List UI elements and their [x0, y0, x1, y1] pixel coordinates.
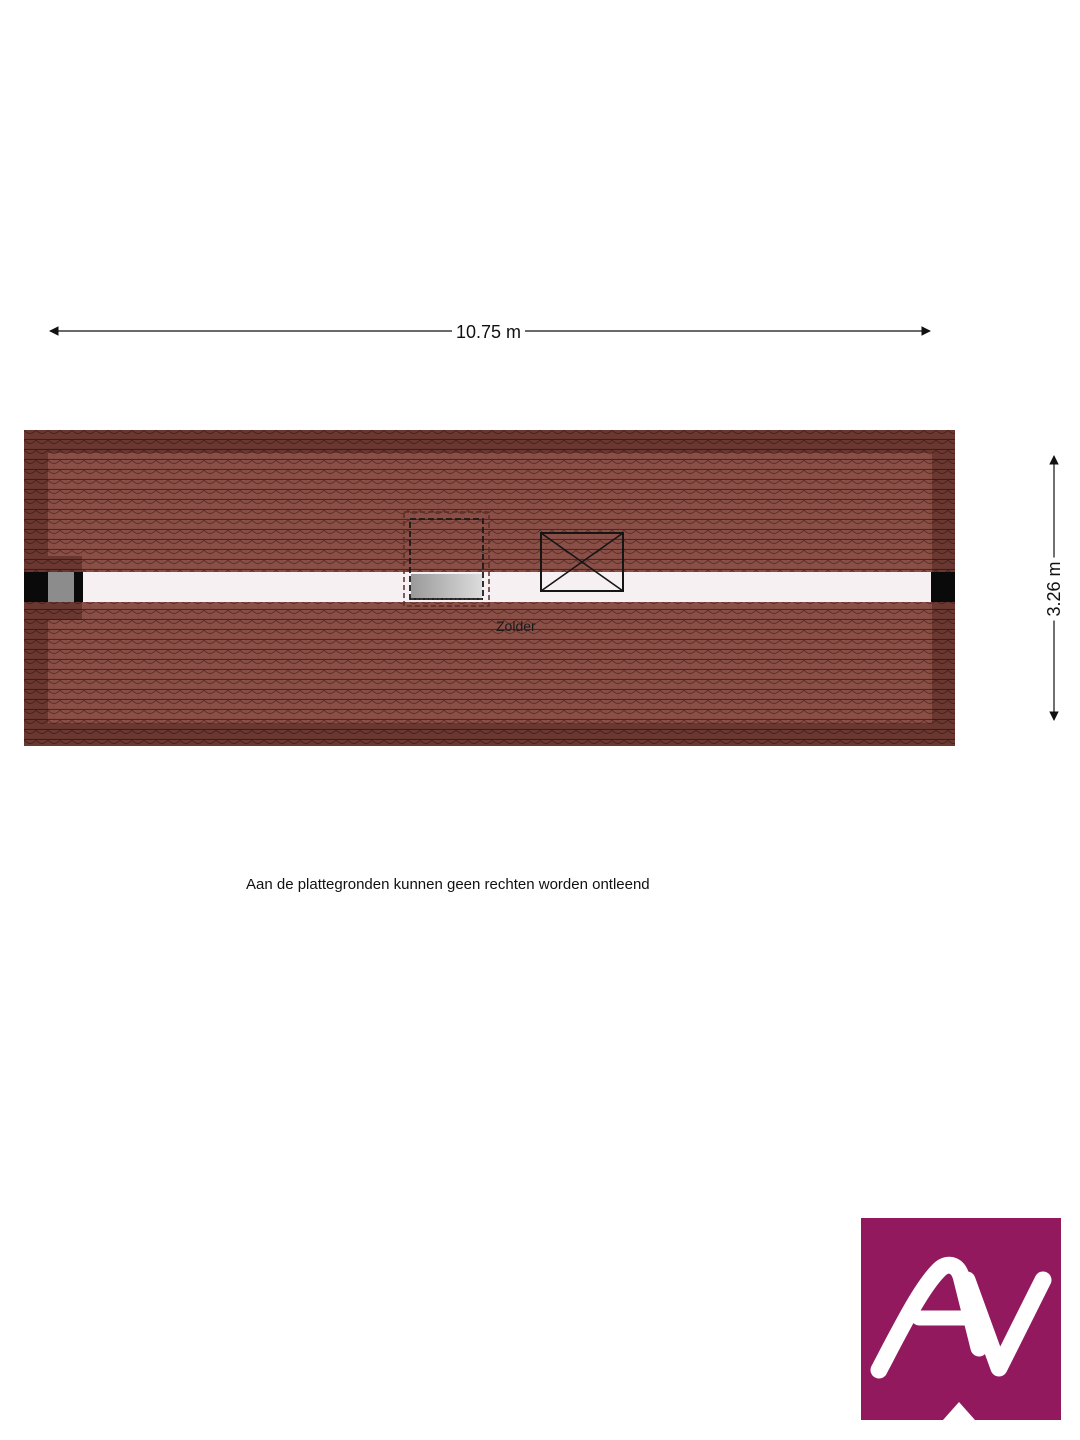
ridge-end-left: [24, 572, 48, 602]
av-logo-icon: [861, 1218, 1061, 1420]
ridge-cap-left-grey: [48, 572, 74, 602]
ridge-cap-left-black: [74, 572, 83, 602]
room-label-zolder: Zolder: [496, 618, 536, 634]
disclaimer-text: Aan de plattegronden kunnen geen rechten worden ontleend: [246, 876, 650, 893]
dimension-width-label: 10.75 m: [452, 322, 525, 342]
ridge-end-right: [931, 572, 955, 602]
dimension-height-label: 3.26 m: [1044, 557, 1064, 620]
